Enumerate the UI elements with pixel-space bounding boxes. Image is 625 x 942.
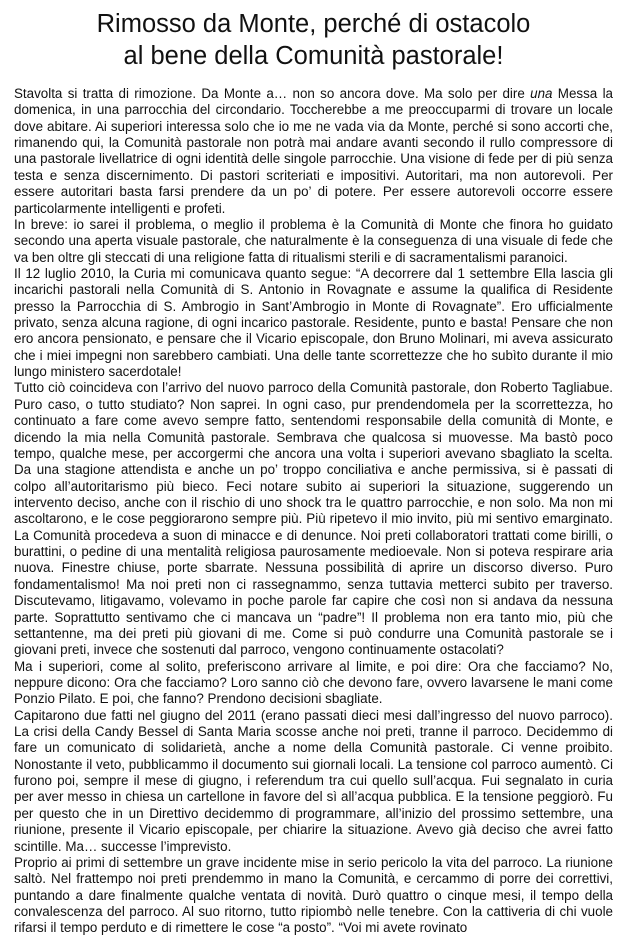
paragraph-text: Tutto ciò coincideva con l’arrivo del nuovo parroco della Comunità pastorale, don Roberto Tagliabue. Puro caso, o tutto studiato? Non saprei. In ogni caso, pur prendendomela per la scorrettezza, ho continuato a fare come avevo sempre fatto, sentendomi responsabile della comunità di Monte, e dicendo la mia nella Comunità pastorale. Sembrava che qualcosa si muovesse. Ma bastò poco tempo, qualche mese, per accorgermi che ancora una volta i superiori avevano sbagliato la scelta. Da una stagione attendista e anche un po’ troppo conciliativa e anche permissiva, si è passati di colpo all’autoritarismo più bieco. Feci notare subito ai superiori la situazione, suggerendo un intervento deciso, anche con il rischio di uno shock tra le quattro parrocchie, e non solo. Ma non mi ascoltarono, e le cose peggiorarono sempre più. Più ripetevo il mio invito, più mi sentivo emarginato. La Comunità procedeva a suon di minacce e di denunce. Noi preti collaboratori trattati come birilli, o burattini, o pedine di una mentalità religiosa paurosamente medioevale. Non si poteva respirare aria nuova. Finestre chiuse, porte sbarrate. Nessuna possibilità di aprire un discorso diverso. Puro fondamentalismo! Ma noi preti non ci rassegnammo, senza tuttavia metterci subito per traverso. Discutevamo, litigavamo, volevamo in poche parole far capire che così non si andava da nessuna parte. Soprattutto sentivamo che ci mancava un “padre”! Il problema non era tanto mio, più che settantenne, ma dei preti più giovani di me. Come si può condurre una Comunità pastorale se i giovani preti, invece che sostenuti dal parroco, vengono continuamente ostacolati? bbox=[14, 380, 613, 658]
paragraph bbox=[14, 217, 613, 266]
paragraph bbox=[14, 380, 613, 658]
paragraph-text: Stavolta si tratta di rimozione. Da Monte a… non so ancora dove. Ma solo per dire bbox=[14, 86, 531, 101]
paragraph bbox=[14, 266, 613, 381]
paragraph bbox=[14, 659, 613, 708]
paragraph-text: Il 12 luglio 2010, la Curia mi comunicava quanto segue: “A decorrere dal 1 settembre Ella lascia gli incarichi pastorali nella Comunità di S. Antonio in Rovagnate e assume la qualifica di Residente presso la Parrocchia di S. Ambrogio in Sant’Ambrogio in Monte di Rovagnate”. Ero ufficialmente privato, senza alcuna ragione, di ogni incarico pastorale. Residente, punto e basta! Pensare che non ero ancora pensionato, e pensare che il Vicario episcopale, don Bruno Molinari, mi aveva assicurato che i miei impegni non sarebbero cambiati. Una delle tante scorrettezze che ho subìto durante il mio lungo ministero sacerdotale! bbox=[14, 265, 613, 380]
paragraph bbox=[14, 708, 613, 855]
paragraph-text: Messa la domenica, in una parrocchia del circondario. Toccherebbe a me preoccuparmi di trovare un locale dove abitare. Ai superiori interessa solo che io me ne vada via da Monte, perché si sono accorti che, rimanendo qui, la Comunità pastorale non potrà mai andare avanti secondo il rullo compressore di una pastorale livellatrice di ogni identità delle singole parrocchie. Una visione di fede per di più senza testa e senza discernimento. Di pastori scriteriati e impositivi. Autoritari, ma non autorevoli. Per essere autoritari basta farsi prendere da un po’ di potere. Per essere autorevoli occorre essere particolarmente intelligenti e profeti. bbox=[14, 86, 613, 216]
page-title bbox=[14, 8, 613, 72]
emphasized-text: una bbox=[530, 86, 553, 101]
title-line-2: al bene della Comunità pastorale! bbox=[123, 42, 504, 70]
article-body bbox=[14, 86, 613, 937]
paragraph-text: Capitarono due fatti nel giugno del 2011 (erano passati dieci mesi dall’ingresso del nuovo parroco). La crisi della Candy Bessel di Santa Maria scosse anche noi preti, tranne il parroco. Decidemmo di fare un comunicato di solidarietà, anche a nome della Comunità pastorale. Ci venne proibito. Nonostante il veto, pubblicammo il documento sui giornali locali. La tensione col parroco aumentò. Ci furono poi, sempre il mese di giugno, i referendum tra cui quello sull’acqua. Fui segnalato in curia per aver messo in chiesa un cartellone in favore del sì all’acqua pubblica. E la tensione peggiorò. Fu per questo che in un Direttivo decidemmo di programmare, all’inizio del prossimo settembre, una riunione, presente il Vicario episcopale, per chiarire la situazione. Avevo già deciso che avrei fatto scintille. Ma… successe l’imprevisto. bbox=[14, 707, 613, 854]
paragraph bbox=[14, 86, 613, 217]
paragraph-text: Ma i superiori, come al solito, preferiscono arrivare al limite, e poi dire: Ora che facciamo? No, neppure dicono: Ora che facciamo? Loro sanno ciò che devono fare, ovvero lavarsene le mani come Ponzio Pilato. E poi, che fanno? Prendono decisioni sbagliate. bbox=[14, 658, 613, 707]
paragraph-text: Proprio ai primi di settembre un grave incidente mise in serio pericolo la vita del parroco. La riunione saltò. Nel frattempo noi preti prendemmo in mano la Comunità, e cercammo di porre dei correttivi, puntando a dare finalmente qualche ventata di novità. Durò quattro o cinque mesi, il tempo della convalescenza del parroco. Al suo ritorno, tutto ripiombò nelle tenebre. Con la cattiveria di chi vuole rifarsi il tempo perduto e di rimettere le cose “a posto”. “Voi mi avete rovinato bbox=[14, 854, 613, 936]
title-line-1: Rimosso da Monte, perché di ostacolo bbox=[96, 10, 531, 38]
paragraph-text: In breve: io sarei il problema, o meglio il problema è la Comunità di Monte che finora ho guidato secondo una aperta visuale pastorale, che naturalmente è la conseguenza di una visuale di fede che va ben oltre gli steccati di una religione fatta di ritualismi sterili e di sacramentalismi paranoici. bbox=[14, 216, 613, 265]
paragraph bbox=[14, 855, 613, 937]
